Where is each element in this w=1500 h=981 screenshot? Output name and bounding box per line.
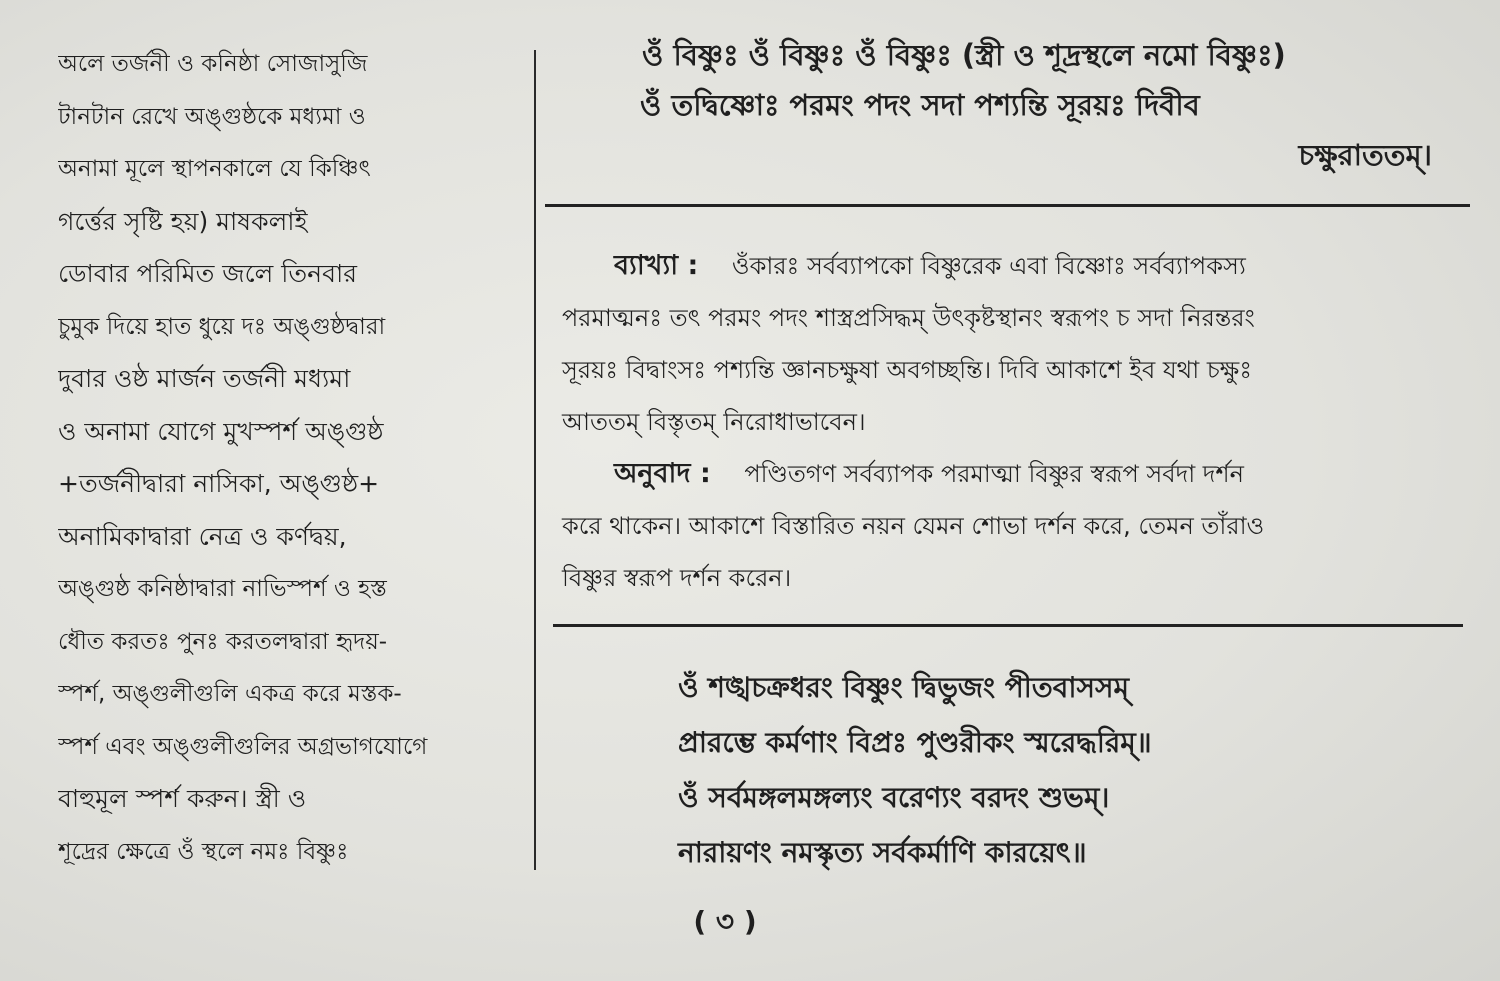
left-line-7: দুবার ওষ্ঠ মার্জন তর্জনী মধ্যমা	[58, 364, 351, 393]
vyakhya-line-4: আততম্ বিস্তৃতম্ নিরোধাভাবেন।	[562, 408, 866, 436]
anuvad-line-2: করে থাকেন। আকাশে বিস্তারিত নয়ন যেমন শোভা দর্শন করে, তেমন তাঁরাও	[562, 512, 1265, 540]
bottom-mantra-line-4: নারায়ণং নমস্কৃত্য সর্বকর্মাণি কারয়েৎ॥	[678, 836, 1087, 869]
left-line-10: অনামিকাদ্বারা নেত্র ও কর্ণদ্বয়,	[58, 521, 347, 551]
left-line-3: অনামা মূলে স্থাপনকালে যে কিঞ্চিৎ	[58, 156, 371, 182]
bottom-mantra-line-2: প্রারম্ভে কর্মণাং বিপ্রঃ পুণ্ডরীকং স্মরেদ্ধরিম্॥	[678, 726, 1152, 759]
vyakhya-line-3: সূরয়ঃ বিদ্বাংসঃ পশ্যন্তি জ্ঞানচক্ষুষা অবগচ্ছন্তি। দিবি আকাশে ইব যথা চক্ষুঃ	[562, 356, 1253, 384]
left-line-15: বাহুমূল স্পর্শ করুন। স্ত্রী ও	[58, 784, 307, 813]
anuvad-label: অনুবাদ :	[614, 458, 711, 489]
left-line-12: ধৌত করতঃ পুনঃ করতলদ্বারা হৃদয়-	[58, 628, 388, 655]
left-line-13: স্পর্শ, অঙ্গুলীগুলি একত্র করে মস্তক-	[58, 681, 402, 707]
vyakhya-line-1	[562, 240, 1462, 292]
left-line-11: অঙ্গুষ্ঠ কনিষ্ঠাদ্বারা নাভিস্পর্শ ও হস্ত	[58, 576, 387, 602]
section-rule-bottom	[553, 624, 1463, 627]
top-mantra-line-1: ওঁ বিষ্ণুঃ ওঁ বিষ্ণুঃ ওঁ বিষ্ণুঃ (স্ত্রী ও শূদ্রস্থলে নমো বিষ্ণুঃ)	[642, 38, 1286, 72]
column-divider	[534, 50, 536, 870]
bottom-mantra	[678, 660, 1500, 880]
left-line-4: গর্ত্তের সৃষ্টি হয়) মাষকলাই	[58, 206, 308, 236]
page-number: ( ৩ )	[693, 905, 757, 938]
vyakhya-label: ব্যাখ্যা :	[614, 250, 699, 281]
left-line-8: ও অনামা যোগে মুখস্পর্শ অঙ্গুষ্ঠ	[58, 416, 384, 446]
left-column-text	[58, 38, 524, 878]
anuvad-line-3: বিষ্ণুর স্বরূপ দর্শন করেন।	[562, 564, 792, 592]
section-rule-top	[545, 204, 1470, 207]
anuvad-line-1	[562, 448, 1462, 500]
left-line-9: +তর্জনীদ্বারা নাসিকা, অঙ্গুষ্ঠ+	[58, 469, 380, 498]
left-line-5: ডোবার পরিমিত জলে তিনবার	[58, 259, 358, 288]
top-mantra-line-3: চক্ষুরাততম্।	[1298, 138, 1432, 172]
bottom-mantra-line-1: ওঁ শঙ্খচক্রধরং বিষ্ণুং দ্বিভুজং পীতবাসসম্	[678, 671, 1130, 704]
bottom-mantra-line-3: ওঁ সর্বমঙ্গলমঙ্গল্যং বরেণ্যং বরদং শুভম্।	[678, 781, 1110, 814]
explanation-block	[562, 240, 1462, 604]
anuvad-text-1: পণ্ডিতগণ সর্বব্যাপক পরমাত্মা বিষ্ণুর স্বরূপ সর্বদা দর্শন	[744, 460, 1244, 488]
left-line-16: শূদ্রের ক্ষেত্রে ওঁ স্থলে নমঃ বিষ্ণুঃ	[58, 838, 349, 865]
vyakhya-line-2: পরমাত্মনঃ তৎ পরমং পদং শাস্ত্রপ্রসিদ্ধম্ উৎকৃষ্টস্থানং স্বরূপং চ সদা নিরন্তরং	[562, 304, 1255, 332]
left-line-6: চুমুক দিয়ে হাত ধুয়ে দঃ অঙ্গুষ্ঠদ্বারা	[58, 313, 386, 340]
vyakhya-text-1: ওঁকারঃ সর্বব্যাপকো বিষ্ণুরেক এবা বিষ্ণোঃ সর্বব্যাপকস্য	[731, 252, 1246, 280]
left-line-2: টানটান রেখে অঙ্গুষ্ঠকে মধ্যমা ও	[58, 103, 366, 130]
left-line-1: অলে তর্জনী ও কনিষ্ঠা সোজাসুজি	[58, 51, 368, 77]
left-line-14: স্পর্শ এবং অঙ্গুলীগুলির অগ্রভাগযোগে	[58, 733, 428, 760]
top-mantra	[562, 30, 1462, 180]
top-mantra-line-2: ওঁ তদ্বিষ্ণোঃ পরমং পদং সদা পশ্যন্তি সূরয়ঃ দিবীব	[640, 88, 1200, 122]
